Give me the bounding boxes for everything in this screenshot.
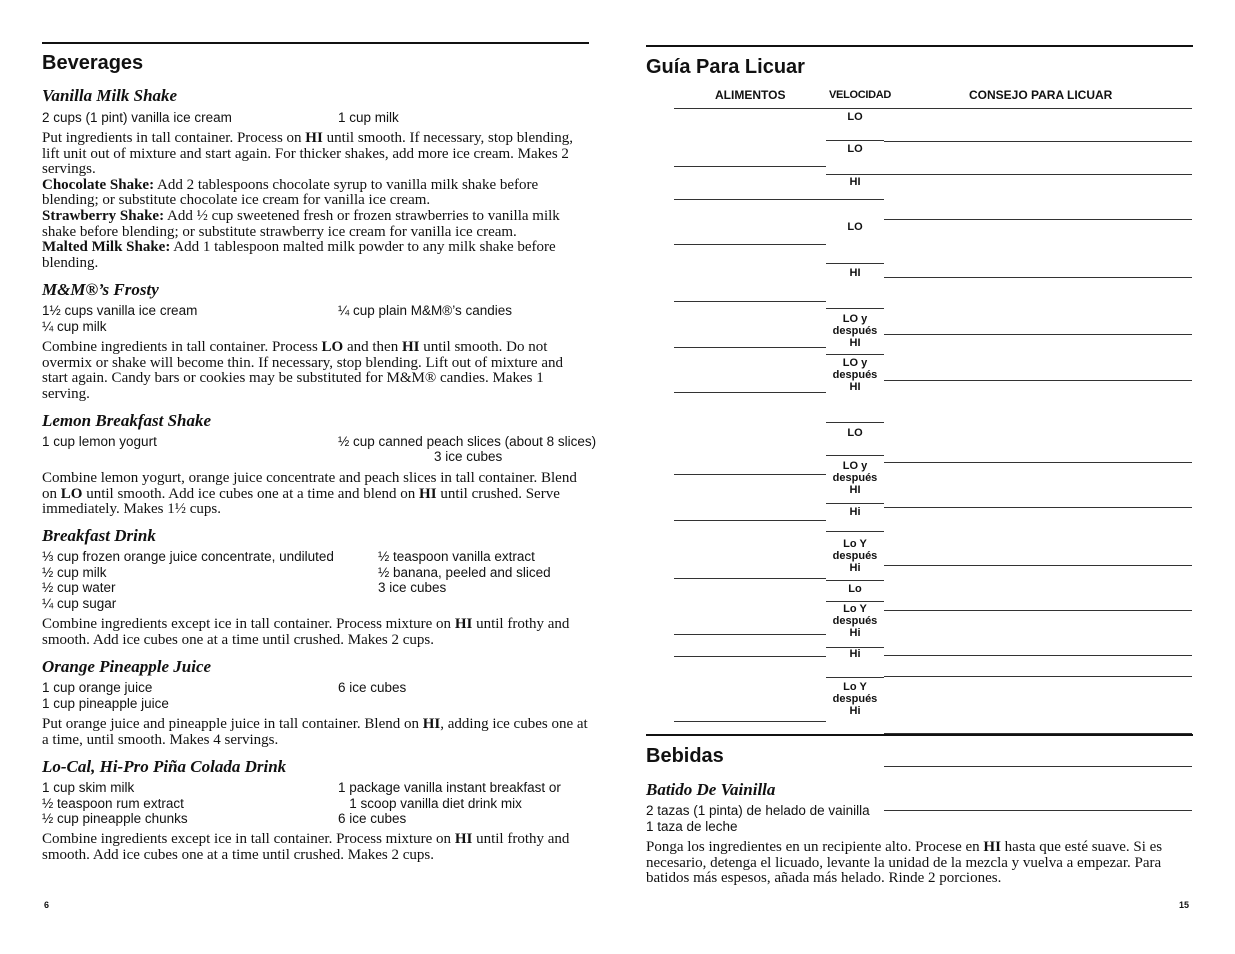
recipe-paragraph: Combine ingredients except ice in tall container. Process mixture on HI until frothy and smooth. Add ice cubes one at a time until crushed. Makes 2 cups.: [42, 831, 570, 863]
page-heading: Beverages: [42, 52, 144, 74]
variation-label: Malted Milk Shake:: [42, 239, 171, 256]
recipe-paragraph: [42, 131, 590, 271]
table-row-line: [674, 656, 826, 657]
table-row-line: [674, 721, 826, 722]
table-row-line: [826, 503, 884, 504]
ingredient-list: 1 cup orange juice 1 cup pineapple juice: [42, 680, 169, 711]
table-row-line: [826, 601, 884, 602]
table-row-line: [674, 474, 826, 475]
speed-cell: LO y después HI: [832, 460, 878, 496]
variation-text: Add 1 tablespoon malted milk powder to any milk shake before blending.: [42, 239, 556, 271]
speed-keyword: HI: [305, 130, 323, 146]
table-row-line: [826, 531, 884, 532]
recipe-title-breakfast: Breakfast Drink: [42, 526, 156, 545]
variation-text: Add 2 tablespoons chocolate syrup to vanilla milk shake before blending; or substitute chocolate ice cream for vanilla ice cream.: [42, 176, 539, 209]
ingredient-list: 1 package vanilla instant breakfast or 1 scoop vanilla diet drink mix 6 ice cubes: [338, 780, 561, 826]
table-row-line: [674, 301, 826, 302]
table-row-line: [674, 578, 826, 579]
speed-keyword: HI: [454, 831, 473, 847]
table-row-line: [674, 166, 826, 167]
ingredient-list: 1½ cups vanilla ice cream ¼ cup milk: [42, 303, 198, 334]
table-row-line: [674, 520, 826, 521]
recipe-title-lemon: Lemon Breakfast Shake: [42, 411, 212, 430]
speed-cell: Hi: [849, 506, 861, 518]
table-row-line: [674, 347, 826, 348]
table-row-line: [826, 354, 884, 355]
speed-keyword: HI: [454, 616, 473, 632]
column-header-consejo: CONSEJO PARA LICUAR: [969, 88, 1113, 102]
recipe-paragraph: Combine ingredients except ice in tall container. Process mixture on HI until frothy and smooth. Add ice cubes one at a time until crushed. Makes 2 cups.: [42, 616, 570, 648]
table-row-line: [884, 219, 1192, 220]
speed-cell: LO y después HI: [832, 357, 878, 393]
recipe-title-vanilla: Vanilla Milk Shake: [42, 86, 178, 105]
recipe-title-mm: M&M®’s Frosty: [42, 280, 159, 299]
variation-text: Add ½ cup sweetened fresh or frozen strawberries to vanilla milk shake before blending; or substitute strawberry ice cream for vanilla ice cream.: [42, 207, 560, 240]
table-row-line: [884, 676, 1192, 677]
ingredient-list: 2 tazas (1 pinta) de helado de vainilla 1 taza de leche: [646, 803, 870, 834]
speed-cell: Lo Y después Hi: [832, 538, 878, 574]
table-row-line: [884, 610, 1192, 611]
speed-keyword: HI: [422, 716, 441, 732]
section-rule: [646, 734, 1193, 736]
ingredient-list: ½ teaspoon vanilla extract ½ banana, peeled and sliced 3 ice cubes: [378, 549, 551, 595]
page-heading: Guía Para Licuar: [646, 56, 805, 78]
column-header-velocidad: VELOCIDAD: [829, 89, 892, 101]
section-heading: Bebidas: [646, 745, 724, 767]
ingredient-list: 1 cup skim milk ½ teaspoon rum extract ½ cup pineapple chunks: [42, 780, 188, 826]
ingredient: 1 cup milk: [338, 110, 399, 125]
speed-cell: Hi: [849, 648, 861, 660]
variation-label: Chocolate Shake:: [42, 176, 155, 193]
speed-cell: Lo Y después Hi: [832, 681, 878, 717]
speed-cell: Lo Y después Hi: [832, 603, 878, 639]
column-header-alimentos: ALIMENTOS: [715, 88, 786, 102]
ingredient-list: ¼ cup plain M&M®’s candies: [338, 303, 513, 318]
ingredient-list: ⅓ cup frozen orange juice concentrate, undiluted ½ cup milk ½ cup water ¼ cup sugar: [42, 549, 334, 611]
recipe-paragraph: Put orange juice and pineapple juice in tall container. Blend on HI, adding ice cubes one at a time, until smooth. Makes 4 servings.: [42, 716, 588, 748]
table-row-line: [884, 108, 1192, 109]
table-row-line: [826, 140, 884, 141]
speed-keyword: LO: [321, 339, 344, 355]
speed-cell: HI: [849, 176, 861, 188]
variation-label: Strawberry Shake:: [42, 207, 165, 224]
table-row-line: [884, 141, 1192, 142]
speed-cell: LO: [847, 111, 863, 123]
table-row-line: [884, 380, 1192, 381]
ingredient-list: 6 ice cubes: [338, 680, 407, 695]
top-rule: [42, 42, 589, 44]
table-row-line: [826, 263, 884, 264]
table-row-line: [674, 392, 826, 393]
recipe-paragraph: Combine lemon yogurt, orange juice concentrate and peach slices in tall container. Blend on LO until smooth. Add ice cubes one at a time and blend on HI until crushed. Serve immediately. Makes 1½ cups.: [42, 470, 577, 518]
table-row-line: [674, 108, 826, 109]
table-row-line: [884, 810, 1192, 811]
speed-cell: LO: [847, 143, 863, 155]
speed-keyword: HI: [419, 485, 437, 502]
table-row-line: [826, 199, 884, 200]
table-row-line: [674, 634, 826, 635]
recipe-paragraph: Ponga los ingredientes en un recipiente alto. Procese en HI hasta que esté suave. Si es necesario, detenga el licuado, levante la unidad de la mezcla y vuelva a empezar. Para batidos más espesos, añada más helado. Rinde 2 porciones.: [646, 839, 1163, 887]
table-row-line: [884, 334, 1192, 335]
table-row-line: [826, 174, 884, 175]
speed-cell: LO: [847, 427, 863, 439]
speed-keyword: LO: [60, 485, 83, 502]
table-row-line: [884, 277, 1192, 278]
recipe-title-orange: Orange Pineapple Juice: [42, 657, 212, 676]
recipe-paragraph: Combine ingredients in tall container. Process LO and then HI until smooth. Do not overmix or shake will become thin. If necessary, stop blending. Lift out of mixture and start again. Candy bars or cookies may be substituted for M&M® candies. Makes 1 serving.: [42, 339, 563, 402]
table-row-line: [826, 422, 884, 423]
table-row-line: [826, 308, 884, 309]
table-row-line: [826, 108, 884, 109]
ingredient-list: 1 cup lemon yogurt: [42, 434, 157, 449]
table-row-line: [884, 174, 1192, 175]
speed-cell: LO: [847, 221, 863, 233]
top-rule: [646, 45, 1193, 47]
table-row-line: [884, 507, 1192, 508]
table-row-line: [884, 766, 1192, 767]
speed-keyword: HI: [401, 339, 420, 355]
table-row-line: [826, 677, 884, 678]
table-row-line: [884, 655, 1192, 656]
speed-keyword: HI: [983, 839, 1001, 855]
table-row-line: [674, 244, 826, 245]
instructions: Put ingredients in tall container. Process on HI until smooth. If necessary, stop blending, lift unit out of mixture and start again. For thicker shakes, add more ice cream. Makes 2 servings.: [42, 130, 574, 178]
ingredient-list: ½ cup canned peach slices (about 8 slices): [338, 434, 597, 449]
table-row-line: [884, 565, 1192, 566]
ingredient: 2 cups (1 pint) vanilla ice cream: [42, 110, 232, 125]
page-number: 6: [44, 900, 50, 910]
table-row-line: [826, 580, 884, 581]
speed-cell: Lo: [848, 583, 862, 595]
recipe-title-colada: Lo-Cal, Hi-Pro Piña Colada Drink: [42, 757, 287, 776]
recipe-title-batido: Batido De Vainilla: [646, 780, 776, 799]
ingredient-list: 3 ice cubes: [434, 449, 503, 464]
table-row-line: [826, 455, 884, 456]
table-row-line: [674, 199, 826, 200]
speed-cell: LO y después HI: [832, 313, 878, 349]
speed-cell: HI: [849, 267, 861, 279]
page-number: 15: [1179, 900, 1190, 910]
table-row-line: [884, 462, 1192, 463]
